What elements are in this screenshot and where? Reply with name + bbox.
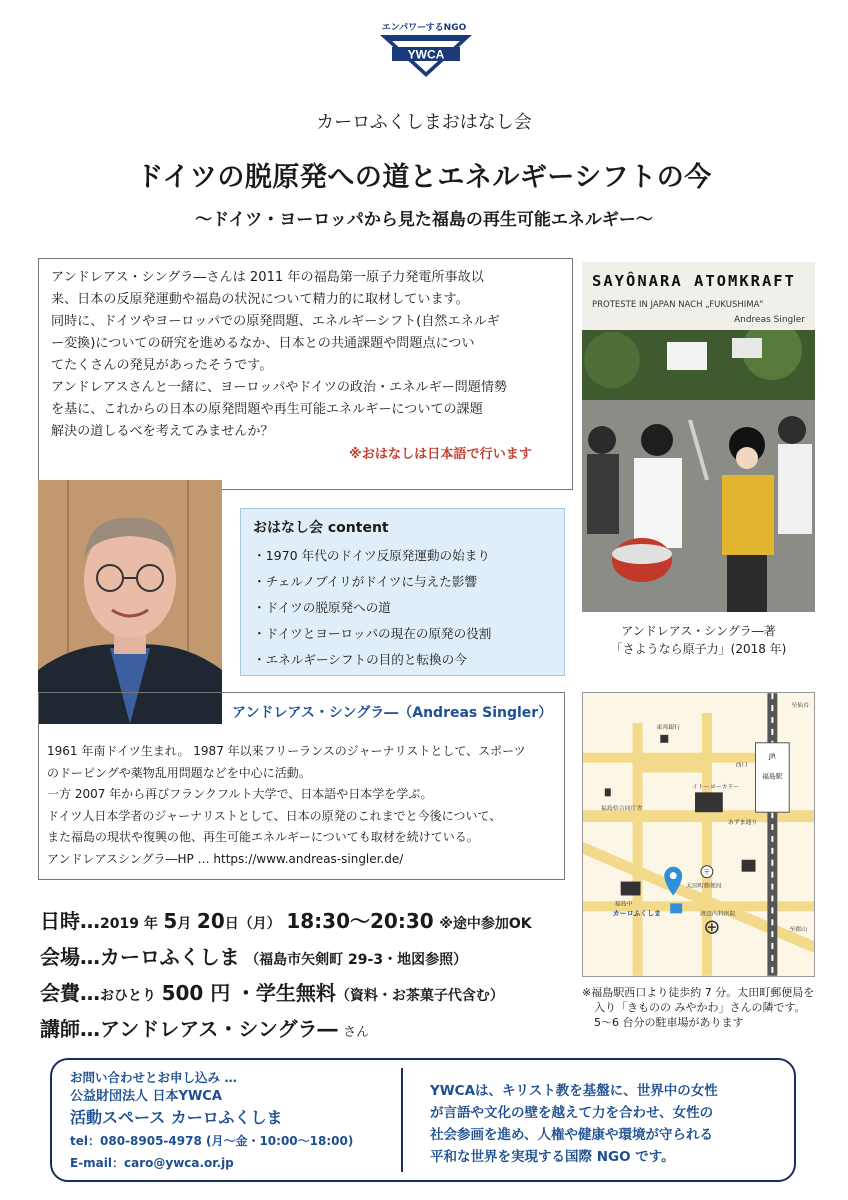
book-caption (582, 622, 815, 658)
map-west-label: 西口 (735, 761, 748, 769)
event-time: 18:30〜20:30 (286, 909, 434, 933)
map-station-label: 福島駅 (761, 772, 783, 781)
svg-text:〒: 〒 (703, 868, 711, 877)
bio-line: ドイツ人日本学者のジャーナリストとして、日本の原発のこれまでと今後について、 (47, 808, 502, 823)
date-row (40, 905, 585, 941)
intro-line: ー変換)についての研究を進めるなか、日本との共通課題や問題点につい (51, 336, 475, 351)
fee-label: 会費… (40, 981, 100, 1005)
intro-line: 同時に、ドイツやヨーロッパでの原発問題、エネルギーシフト(自然エネルギ (51, 314, 500, 329)
content-item: ・チェルノブイリがドイツに与えた影響 (253, 574, 478, 589)
intro-line: 解決の道しるべを考えてみませんか？ (51, 424, 274, 439)
map-south-label: 至郡山 (789, 926, 808, 934)
map-note-line: 入り「きものの みやかわ」さんの隣です。 (594, 1001, 806, 1014)
lecturer-name: アンドレアス・シングラ― (100, 1017, 338, 1041)
date-weekday: 日（月） (224, 916, 281, 932)
lecturer-suffix: さん (343, 1025, 370, 1040)
fee-note: （資料・お茶菓子代含む） (335, 988, 504, 1004)
ywca-about (430, 1080, 780, 1168)
page-title: ドイツの脱原発への道とエネルギーシフトの今 (136, 162, 712, 193)
contact-email[interactable]: E-mail：caro@ywca.or.jp (70, 1156, 234, 1170)
map-north-label: 至仙台 (791, 702, 810, 710)
intro-line: を基に、これからの日本の原発問題や再生可能エネルギーについての課題 (51, 402, 483, 417)
map-ito-label: イトーヨーカドー (692, 783, 740, 791)
map-school-label: 福島中 (614, 900, 633, 908)
date-day: 20 (196, 909, 225, 933)
about-line: YWCAは、キリスト教を基盤に、世界中の女性 (430, 1083, 718, 1099)
contact-heading: お問い合わせとお申し込み … (70, 1070, 237, 1085)
venue-row (40, 941, 585, 977)
map-street-label: あずま通り (727, 819, 758, 827)
event-name: カーロふくしまおはなし会 (316, 112, 532, 133)
speaker-portrait (38, 480, 222, 724)
fee-per-person: おひとり (100, 988, 156, 1004)
ywca-logo (378, 33, 474, 79)
bio-line: また福島の現状や復興の他、再生可能エネルギーについても取材を続けている。 (47, 830, 479, 844)
page-subtitle: 〜ドイツ・ヨーロッパから見た福島の再生可能エネルギー〜 (195, 210, 653, 230)
time-note: ※途中参加OK (439, 916, 532, 932)
bio-line: 一方 2007 年から再びフランクフルト大学で、日本語や日本学を学ぶ。 (47, 787, 433, 801)
venue-address: （福島市矢剣町 29-3・地図参照） (245, 952, 468, 968)
access-map (582, 692, 815, 977)
date-year: 2019 年 (100, 916, 158, 932)
map-hospital-label: 渡辺内科医院 (699, 910, 736, 918)
intro-line: アンドレアスさんと一緒に、ヨーロッパやドイツの政治・エネルギー問題情勢 (51, 380, 508, 395)
map-caro-label: カーロふくしま (612, 909, 662, 918)
speaker-name: アンドレアス・シングラ―（Andreas Singler） (232, 705, 553, 721)
book-subtitle: PROTESTE IN JAPAN NACH „FUKUSHIMA" (592, 300, 764, 310)
map-note-line: 5〜6 台分の駐車場があります (594, 1016, 744, 1029)
logo-tagline: エンパワーするNGO (381, 23, 467, 33)
date-month: 5 (163, 909, 178, 933)
protest-photo (582, 330, 815, 612)
content-item: ・1970 年代のドイツ反原発運動の始まり (253, 548, 490, 563)
bio-line: 1961 年南ドイツ生まれ。 1987 年以来フリーランスのジャーナリストとして、スポーツ (47, 744, 526, 758)
date-label: 日時… (40, 909, 100, 933)
student-free: ・学生無料 (235, 981, 336, 1005)
content-item: ・ドイツの脱原発への道 (253, 600, 391, 615)
event-info (40, 905, 585, 1049)
intro-line: 来、日本の反原発運動や福島の状況について精力的に取材しています。 (51, 292, 469, 307)
venue-label: 会場… (40, 945, 100, 969)
content-item: ・ドイツとヨーロッパの現在の原発の役割 (253, 626, 492, 641)
fee-amount: 500 円 (161, 981, 231, 1005)
map-jr-label: JR (768, 752, 776, 761)
content-box (240, 508, 565, 676)
date-month-unit: 月 (177, 916, 192, 932)
logo-text: YWCA (407, 47, 445, 62)
book-author: Andreas Singler (733, 315, 805, 325)
about-line: 社会参画を進め、人権や健康や環境が守られる (430, 1127, 713, 1143)
book-cover (582, 262, 815, 612)
lecturer-label: 講師… (40, 1017, 100, 1041)
map-note-line: ※福島駅西口より徒歩約 7 分。太田町郵便局を (582, 986, 815, 999)
org-name: 公益財団法人 日本YWCA (70, 1089, 222, 1104)
fee-row (40, 977, 585, 1013)
intro-box (38, 258, 573, 490)
language-note: ※おはなしは日本語で行います (349, 447, 532, 462)
about-line: 平和な世界を実現する国際 NGO です。 (430, 1149, 675, 1165)
content-heading: おはなし会 content (253, 520, 389, 536)
map-note (582, 985, 822, 1030)
footer-divider (401, 1068, 403, 1172)
bio-line: アンドレアスシングラ―HP … https://www.andreas-singler.de/ (47, 851, 404, 866)
contact-tel: tel：080-8905-4978 (月〜金・10:00〜18:00) (70, 1134, 354, 1148)
map-office-label: 福島県合同庁舎 (600, 805, 643, 813)
intro-line: てたくさんの発見があったそうです。 (51, 358, 273, 373)
venue-name: カーロふくしま (100, 945, 240, 969)
lecturer-row (40, 1013, 585, 1049)
book-caption-line: アンドレアス・シングラ―著 (621, 624, 776, 638)
content-item: ・エネルギーシフトの目的と転換の今 (253, 652, 467, 667)
bio-line: のドーピングや薬物乱用問題などを中心に活動。 (47, 765, 311, 780)
space-name: 活動スペース カーロふくしま (70, 1108, 283, 1127)
map-bank-label: 東邦銀行 (656, 723, 681, 731)
intro-line: アンドレアス・シングラ―さんは 2011 年の福島第一原子力発電所事故以 (51, 270, 484, 285)
about-line: が言語や文化の壁を越えて力を合わせ、女性の (430, 1105, 714, 1121)
book-title: SAYÔNARA ATOMKRAFT (592, 272, 796, 290)
book-caption-line: 「さようなら原子力」(2018 年) (610, 642, 787, 656)
contact-info (70, 1068, 390, 1174)
map-post-label: 太田町郵便局 (686, 882, 722, 890)
